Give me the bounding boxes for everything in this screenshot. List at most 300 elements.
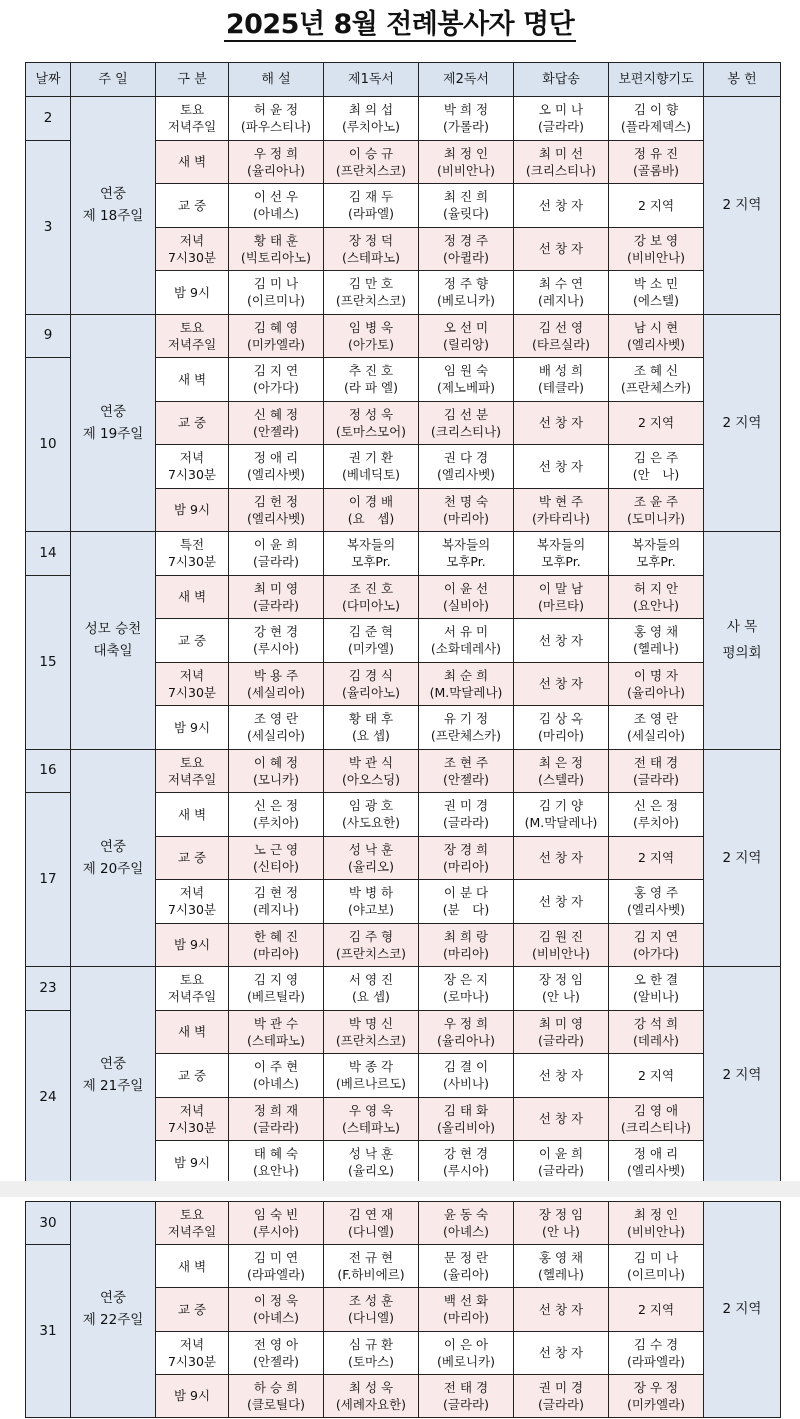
cell-line: 이 명 자 (633, 667, 679, 683)
cell-line: (아녜스) (253, 1310, 299, 1326)
segment-cell (156, 271, 229, 315)
cell-line: 저녁주일 (167, 336, 217, 352)
psalm-cell (514, 488, 609, 532)
cell-line: 저녁 (179, 1336, 205, 1352)
cell-line: 새 벽 (177, 589, 207, 605)
first-reading-cell (324, 488, 419, 532)
cell-line: 정 성 욱 (348, 406, 394, 422)
first-reading-cell (324, 1288, 419, 1331)
cell-line: (루치아) (253, 815, 299, 831)
header-row (26, 63, 781, 97)
cell-line: 모후Pr. (351, 554, 391, 570)
segment-cell (156, 401, 229, 445)
second-reading-cell (419, 184, 514, 228)
intercessions-cell (609, 836, 704, 880)
cell-line: 저녁 (179, 450, 205, 466)
segment-cell (156, 140, 229, 184)
intercessions-cell (609, 1288, 704, 1331)
cell-line: (릴리앙) (443, 336, 489, 352)
cell-line: 새 벽 (177, 371, 207, 387)
cell-line: 최 희 랑 (443, 928, 489, 944)
cell-line: 최 의 섭 (348, 102, 394, 118)
cell-line: 이 혜 정 (253, 754, 299, 770)
cell-line: 2 지역 (722, 849, 762, 866)
cell-line: 이 분 다 (443, 885, 489, 901)
segment-cell (156, 184, 229, 228)
cell-line: (세실리아) (246, 684, 306, 700)
cell-line: 선 창 자 (538, 850, 584, 866)
date-cell: 30 (26, 1202, 71, 1245)
segment-cell (156, 836, 229, 880)
intercessions-cell (609, 97, 704, 141)
cell-line: 장 정 임 (538, 1207, 584, 1223)
cell-line: (마리아) (443, 510, 489, 526)
intercessions-cell (609, 401, 704, 445)
cell-line: 박 소 민 (633, 276, 679, 292)
intercessions-cell (609, 488, 704, 532)
cell-line: 김 은 주 (633, 450, 679, 466)
cell-line: (올리비아) (436, 1119, 496, 1135)
segment-cell (156, 1141, 229, 1185)
cell-line: 박 용 주 (253, 667, 299, 683)
cell-line: (베로니카) (436, 1353, 496, 1369)
cell-line: (스테파노) (246, 1032, 306, 1048)
first-reading-cell (324, 445, 419, 489)
cell-line: (율리아나) (436, 1032, 496, 1048)
date-cell: 14 (26, 532, 71, 576)
cell-line: 전 태 경 (633, 754, 679, 770)
cell-line: 새 벽 (177, 1258, 207, 1274)
page-break (0, 1181, 800, 1197)
psalm-cell (514, 662, 609, 706)
cell-line: (루치아) (633, 815, 679, 831)
cell-line: 밤 9시 (173, 1388, 211, 1404)
cell-line: 전 영 아 (253, 1336, 299, 1352)
cell-line: (안 나) (542, 989, 580, 1005)
psalm-cell (514, 575, 609, 619)
cell-line: (글라라) (253, 1119, 299, 1135)
cell-line: (이르미나) (246, 293, 306, 309)
cell-line: (타르실라) (531, 336, 591, 352)
cell-line: 선 창 자 (538, 893, 584, 909)
cell-line: 2 지역 (722, 197, 762, 214)
cell-line: 김 미 연 (253, 1250, 299, 1266)
cell-line: 이 은 아 (443, 1336, 489, 1352)
cell-line: 2 지역 (637, 850, 675, 866)
first-reading-cell (324, 836, 419, 880)
cell-line: 조 영 란 (253, 711, 299, 727)
cell-line: 최 정 인 (633, 1207, 679, 1223)
offering-cell (704, 967, 781, 1185)
second-reading-cell (419, 314, 514, 358)
cell-line: 홍 영 채 (633, 624, 679, 640)
cell-line: (안 나) (632, 467, 680, 483)
cell-line: (안젤라) (253, 1353, 299, 1369)
cell-line: (베르틸라) (246, 989, 306, 1005)
commentary-cell (229, 1288, 324, 1331)
cell-line: (요안나) (253, 1163, 299, 1179)
second-reading-cell (419, 706, 514, 750)
cell-line: (엘리사벳) (246, 467, 306, 483)
cell-line: (라파엘) (348, 206, 394, 222)
cell-line: 박 희 정 (443, 102, 489, 118)
segment-cell (156, 1097, 229, 1141)
intercessions-cell (609, 1097, 704, 1141)
cell-line: (글라라) (633, 771, 679, 787)
cell-line: 조 혜 신 (633, 363, 679, 379)
cell-line: 배 성 희 (538, 363, 584, 379)
intercessions-cell (609, 1331, 704, 1374)
cell-line: 성 낙 훈 (348, 1146, 394, 1162)
cell-line: 연중 (99, 403, 127, 420)
commentary-cell (229, 1202, 324, 1245)
cell-line: 임 광 호 (348, 798, 394, 814)
cell-line: 밤 9시 (173, 719, 211, 735)
cell-line: 밤 9시 (173, 502, 211, 518)
cell-line: 천 명 숙 (443, 493, 489, 509)
segment-cell (156, 749, 229, 793)
cell-line: 김 지 연 (633, 928, 679, 944)
second-reading-cell (419, 1141, 514, 1185)
commentary-cell (229, 1331, 324, 1374)
segment-cell (156, 706, 229, 750)
intercessions-cell (609, 532, 704, 576)
psalm-cell (514, 1288, 609, 1331)
psalm-cell (514, 1202, 609, 1245)
cell-line: 이 주 현 (253, 1059, 299, 1075)
first-reading-cell (324, 227, 419, 271)
date-cell: 9 (26, 314, 71, 358)
cell-line: 박 현 주 (538, 493, 584, 509)
cell-line: (세실리아) (246, 728, 306, 744)
cell-line: 조 진 호 (348, 580, 394, 596)
psalm-cell (514, 1141, 609, 1185)
column-header: 날짜 (26, 63, 71, 97)
cell-line: (이르미나) (626, 1267, 686, 1283)
cell-line: 조 영 란 (633, 711, 679, 727)
cell-line: (마리아) (443, 858, 489, 874)
cell-line: 조 현 주 (443, 754, 489, 770)
sunday-cell (71, 1202, 156, 1418)
cell-line: 장 경 희 (443, 841, 489, 857)
cell-line: (크리스티나) (620, 1119, 692, 1135)
cell-line: 2 지역 (637, 415, 675, 431)
cell-line: 선 창 자 (538, 197, 584, 213)
cell-line: (글라라) (538, 1396, 584, 1412)
cell-line: 김 만 호 (348, 276, 394, 292)
cell-line: (클로틸다) (246, 1396, 306, 1412)
cell-line: 김 재 두 (348, 189, 394, 205)
intercessions-cell (609, 967, 704, 1011)
cell-line: (M.막달레나) (524, 815, 598, 831)
psalm-cell (514, 445, 609, 489)
first-reading-cell (324, 1010, 419, 1054)
cell-line: 이 선 우 (253, 189, 299, 205)
table-row (26, 314, 781, 358)
intercessions-cell (609, 706, 704, 750)
segment-cell (156, 880, 229, 924)
second-reading-cell (419, 401, 514, 445)
cell-line: 김 혜 영 (253, 319, 299, 335)
cell-line: 장 은 지 (443, 972, 489, 988)
first-reading-cell (324, 1202, 419, 1245)
second-reading-cell (419, 488, 514, 532)
cell-line: 신 은 정 (253, 798, 299, 814)
cell-line: 제 22주일 (82, 1312, 144, 1329)
offering-cell (704, 1202, 781, 1418)
cell-line: 김 미 나 (253, 276, 299, 292)
cell-line: 김 준 혁 (348, 624, 394, 640)
cell-line: (토마스모어) (335, 423, 407, 439)
first-reading-cell (324, 184, 419, 228)
cell-line: (루시아) (253, 1224, 299, 1240)
cell-line: (요안나) (633, 597, 679, 613)
cell-line: 김 기 양 (538, 798, 584, 814)
segment-cell (156, 532, 229, 576)
cell-line: (테클라) (538, 380, 584, 396)
cell-line: 김 경 식 (348, 667, 394, 683)
cell-line: 교 중 (177, 1067, 207, 1083)
offering-cell (704, 749, 781, 967)
cell-line: 장 정 덕 (348, 232, 394, 248)
cell-line: 우 정 희 (253, 145, 299, 161)
cell-line: (베네딕토) (341, 467, 401, 483)
sunday-cell (71, 532, 156, 750)
cell-line: 추 진 호 (348, 363, 394, 379)
cell-line: 토요 (179, 102, 205, 118)
cell-line: 강 현 경 (253, 624, 299, 640)
commentary-cell (229, 271, 324, 315)
psalm-cell (514, 227, 609, 271)
cell-line: (사도요한) (341, 815, 401, 831)
cell-line: (라 파 엘) (344, 380, 398, 396)
cell-line: 복자들의 (441, 537, 491, 553)
segment-cell (156, 967, 229, 1011)
commentary-cell (229, 532, 324, 576)
cell-line: (분 다) (442, 902, 490, 918)
cell-line: (빅토리아노) (240, 249, 312, 265)
psalm-cell (514, 140, 609, 184)
second-reading-cell (419, 1010, 514, 1054)
cell-line: 선 창 자 (538, 676, 584, 692)
cell-line: 한 혜 진 (253, 928, 299, 944)
segment-cell (156, 1331, 229, 1374)
second-reading-cell (419, 1245, 514, 1288)
commentary-cell (229, 662, 324, 706)
intercessions-cell (609, 749, 704, 793)
sunday-cell (71, 749, 156, 967)
commentary-cell (229, 401, 324, 445)
cell-line: 7시30분 (167, 249, 216, 265)
segment-cell (156, 575, 229, 619)
first-reading-cell (324, 1141, 419, 1185)
cell-line: 저녁 (179, 885, 205, 901)
cell-line: 평의회 (722, 645, 762, 662)
cell-line: 모후Pr. (446, 554, 486, 570)
commentary-cell (229, 445, 324, 489)
intercessions-cell (609, 1202, 704, 1245)
cell-line: (프란체스카) (620, 380, 692, 396)
cell-line: 제 20주일 (82, 860, 144, 877)
cell-line: (다니엘) (348, 1224, 394, 1240)
table-row (26, 97, 781, 141)
cell-line: 유 기 정 (443, 711, 489, 727)
commentary-cell (229, 1141, 324, 1185)
cell-line: 남 시 현 (633, 319, 679, 335)
cell-line: (루시아) (443, 1163, 489, 1179)
segment-cell (156, 314, 229, 358)
cell-line: 김 선 분 (443, 406, 489, 422)
cell-line: 저녁주일 (167, 771, 217, 787)
cell-line: (아가토) (348, 336, 394, 352)
intercessions-cell (609, 880, 704, 924)
cell-line: (스테파노) (341, 1119, 401, 1135)
cell-line: 7시30분 (167, 1353, 216, 1369)
cell-line: 강 석 희 (633, 1015, 679, 1031)
intercessions-cell (609, 1010, 704, 1054)
sunday-cell (71, 314, 156, 532)
cell-line: 선 창 자 (538, 1345, 584, 1361)
second-reading-cell (419, 1202, 514, 1245)
psalm-cell (514, 880, 609, 924)
commentary-cell (229, 1245, 324, 1288)
cell-line: (다미아노) (341, 597, 401, 613)
intercessions-cell (609, 619, 704, 663)
cell-line: 최 수 연 (538, 276, 584, 292)
cell-line: (마리아) (538, 728, 584, 744)
psalm-cell (514, 923, 609, 967)
cell-line: (세실리아) (626, 728, 686, 744)
cell-line: 김 상 옥 (538, 711, 584, 727)
intercessions-cell (609, 1054, 704, 1098)
cell-line: 복자들의 (346, 537, 396, 553)
cell-line: 모후Pr. (636, 554, 676, 570)
cell-line: 박 명 신 (348, 1015, 394, 1031)
cell-line: 선 창 자 (538, 1111, 584, 1127)
intercessions-cell (609, 184, 704, 228)
cell-line: (베로니카) (436, 293, 496, 309)
psalm-cell (514, 1245, 609, 1288)
cell-line: (크리스티나) (430, 423, 502, 439)
cell-line: (요 셉) (352, 728, 390, 744)
segment-cell (156, 97, 229, 141)
cell-line: 7시30분 (167, 467, 216, 483)
cell-line: 김 원 진 (538, 928, 584, 944)
cell-line: 홍 영 주 (633, 885, 679, 901)
cell-line: 이 승 규 (348, 145, 394, 161)
psalm-cell (514, 1097, 609, 1141)
cell-line: 토요 (179, 319, 205, 335)
cell-line: 김 지 영 (253, 972, 299, 988)
cell-line: 2 지역 (637, 1301, 675, 1317)
commentary-cell (229, 314, 324, 358)
commentary-cell (229, 488, 324, 532)
cell-line: 정 애 리 (253, 450, 299, 466)
cell-line: (루시아) (253, 641, 299, 657)
cell-line: (율리오) (348, 858, 394, 874)
segment-cell (156, 619, 229, 663)
cell-line: (마리아) (253, 945, 299, 961)
cell-line: (프란치스코) (335, 293, 407, 309)
cell-line: (미카엘라) (626, 1396, 686, 1412)
cell-line: 교 중 (177, 632, 207, 648)
cell-line: 선 창 자 (538, 1067, 584, 1083)
commentary-cell (229, 836, 324, 880)
first-reading-cell (324, 1331, 419, 1374)
cell-line: 이 윤 희 (253, 537, 299, 553)
cell-line: (카타리나) (531, 510, 591, 526)
cell-line: 이 윤 선 (443, 580, 489, 596)
cell-line: 제 18주일 (82, 208, 144, 225)
offering-cell (704, 97, 781, 315)
cell-line: 김 주 형 (348, 928, 394, 944)
psalm-cell (514, 836, 609, 880)
date-cell: 2 (26, 97, 71, 141)
second-reading-cell (419, 1097, 514, 1141)
cell-line: 저녁 (179, 1102, 205, 1118)
commentary-cell (229, 619, 324, 663)
cell-line: (율리아노) (341, 684, 401, 700)
cell-line: (글라라) (538, 119, 584, 135)
date-cell: 16 (26, 749, 71, 793)
first-reading-cell (324, 706, 419, 750)
cell-line: 7시30분 (167, 902, 216, 918)
cell-line: 김 이 향 (633, 102, 679, 118)
cell-line: (율리아나) (626, 684, 686, 700)
cell-line: (루치아노) (341, 119, 401, 135)
cell-line: 저녁주일 (167, 119, 217, 135)
second-reading-cell (419, 923, 514, 967)
first-reading-cell (324, 662, 419, 706)
offering-cell (704, 532, 781, 750)
cell-line: 토요 (179, 1207, 205, 1223)
cell-line: (로마나) (443, 989, 489, 1005)
cell-line: 선 창 자 (538, 632, 584, 648)
cell-line: 문 정 란 (443, 1250, 489, 1266)
intercessions-cell (609, 1245, 704, 1288)
cell-line: 이 말 남 (538, 580, 584, 596)
intercessions-cell (609, 227, 704, 271)
cell-line: 오 선 미 (443, 319, 489, 335)
schedule-table-continued (25, 1201, 781, 1418)
cell-line: 임 원 숙 (443, 363, 489, 379)
psalm-cell (514, 1331, 609, 1374)
column-header: 화답송 (514, 63, 609, 97)
intercessions-cell (609, 662, 704, 706)
cell-line: 연중 (99, 1056, 127, 1073)
cell-line: 선 창 자 (538, 458, 584, 474)
cell-line: (요 셉) (347, 510, 395, 526)
column-header: 해 설 (229, 63, 324, 97)
cell-line: 밤 9시 (173, 284, 211, 300)
commentary-cell (229, 793, 324, 837)
cell-line: 교 중 (177, 1301, 207, 1317)
cell-line: 대축일 (93, 643, 133, 660)
psalm-cell (514, 184, 609, 228)
segment-cell (156, 227, 229, 271)
cell-line: 연중 (99, 1290, 127, 1307)
cell-line: (도미니카) (626, 510, 686, 526)
cell-line: 정 주 향 (443, 276, 489, 292)
cell-line: 2 지역 (722, 414, 762, 431)
cell-line: 권 미 경 (443, 798, 489, 814)
commentary-cell (229, 923, 324, 967)
cell-line: (미카엘) (348, 641, 394, 657)
cell-line: 최 진 희 (443, 189, 489, 205)
cell-line: 전 태 경 (443, 1379, 489, 1395)
cell-line: (마리아) (443, 945, 489, 961)
intercessions-cell (609, 358, 704, 402)
